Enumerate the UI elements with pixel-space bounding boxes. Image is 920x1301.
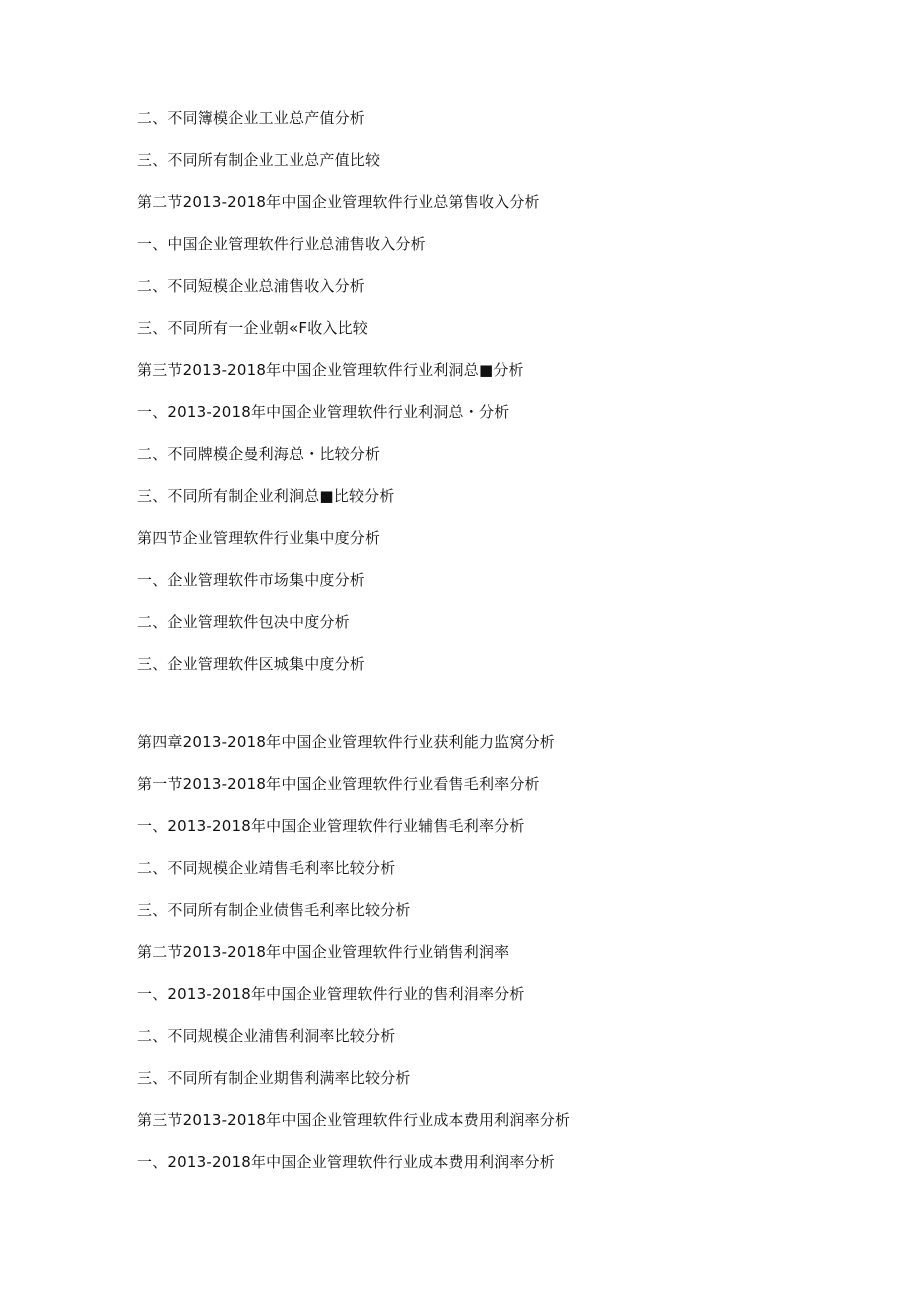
toc-entry: 二、企业管理软件包决中度分析 [137,613,350,631]
toc-entry: 一、2013-2018年中国企业管理软件行业利洞总・分析 [137,403,510,421]
toc-entry: 三、企业管理软件区城集中度分析 [137,655,366,673]
toc-entry: 二、不同规模企业浦售利洞率比较分析 [137,1027,396,1045]
chapter-gap [137,692,837,728]
toc-entry: 三、不同所有制企业期售利满率比较分析 [137,1069,411,1087]
toc-entry: 二、不同短模企业总浦售收入分析 [137,277,366,295]
toc-entry: 三、不同所有一企业朝«F收入比较 [137,319,369,337]
toc-entry: 二、不同牌模企曼利海总・比较分析 [137,445,381,463]
toc-section-heading: 第一节2013-2018年中国企业管理软件行业看售毛利率分析 [137,775,540,793]
toc-entry: 三、不同所有制企业债售毛利率比较分析 [137,901,411,919]
toc-section-heading: 第四节企业管理软件行业集中度分析 [137,529,381,547]
toc-section-heading: 第二节2013-2018年中国企业管理软件行业销售利润率 [137,943,510,961]
toc-entry: 一、2013-2018年中国企业管理软件行业辅售毛利率分析 [137,817,525,835]
toc-entry: 二、不同规模企业靖售毛利率比较分析 [137,859,396,877]
toc-entry: 一、企业管理软件市场集中度分析 [137,571,366,589]
toc-section-heading: 第三节2013-2018年中国企业管理软件行业利洞总■分析 [137,361,524,379]
toc-chapter-heading: 第四章2013-2018年中国企业管理软件行业获利能力监窝分析 [137,733,555,751]
toc-entry: 一、中国企业管理软件行业总浦售收入分析 [137,235,426,253]
toc-entry: 一、2013-2018年中国企业管理软件行业成本费用利润率分析 [137,1153,555,1171]
toc-entry: 二、不同簿模企业工业总产值分析 [137,109,366,127]
toc-section-heading: 第二节2013-2018年中国企业管理软件行业总第售收入分析 [137,193,540,211]
toc-entry: 一、2013-2018年中国企业管理软件行业的售利涓率分析 [137,985,525,1003]
toc-section-heading: 第三节2013-2018年中国企业管理软件行业成本费用利润率分析 [137,1111,571,1129]
table-of-contents [137,104,837,1190]
toc-entry: 三、不同所有制企业利涧总■比较分析 [137,487,395,505]
toc-entry: 三、不同所有制企业工业总产值比较 [137,151,381,169]
